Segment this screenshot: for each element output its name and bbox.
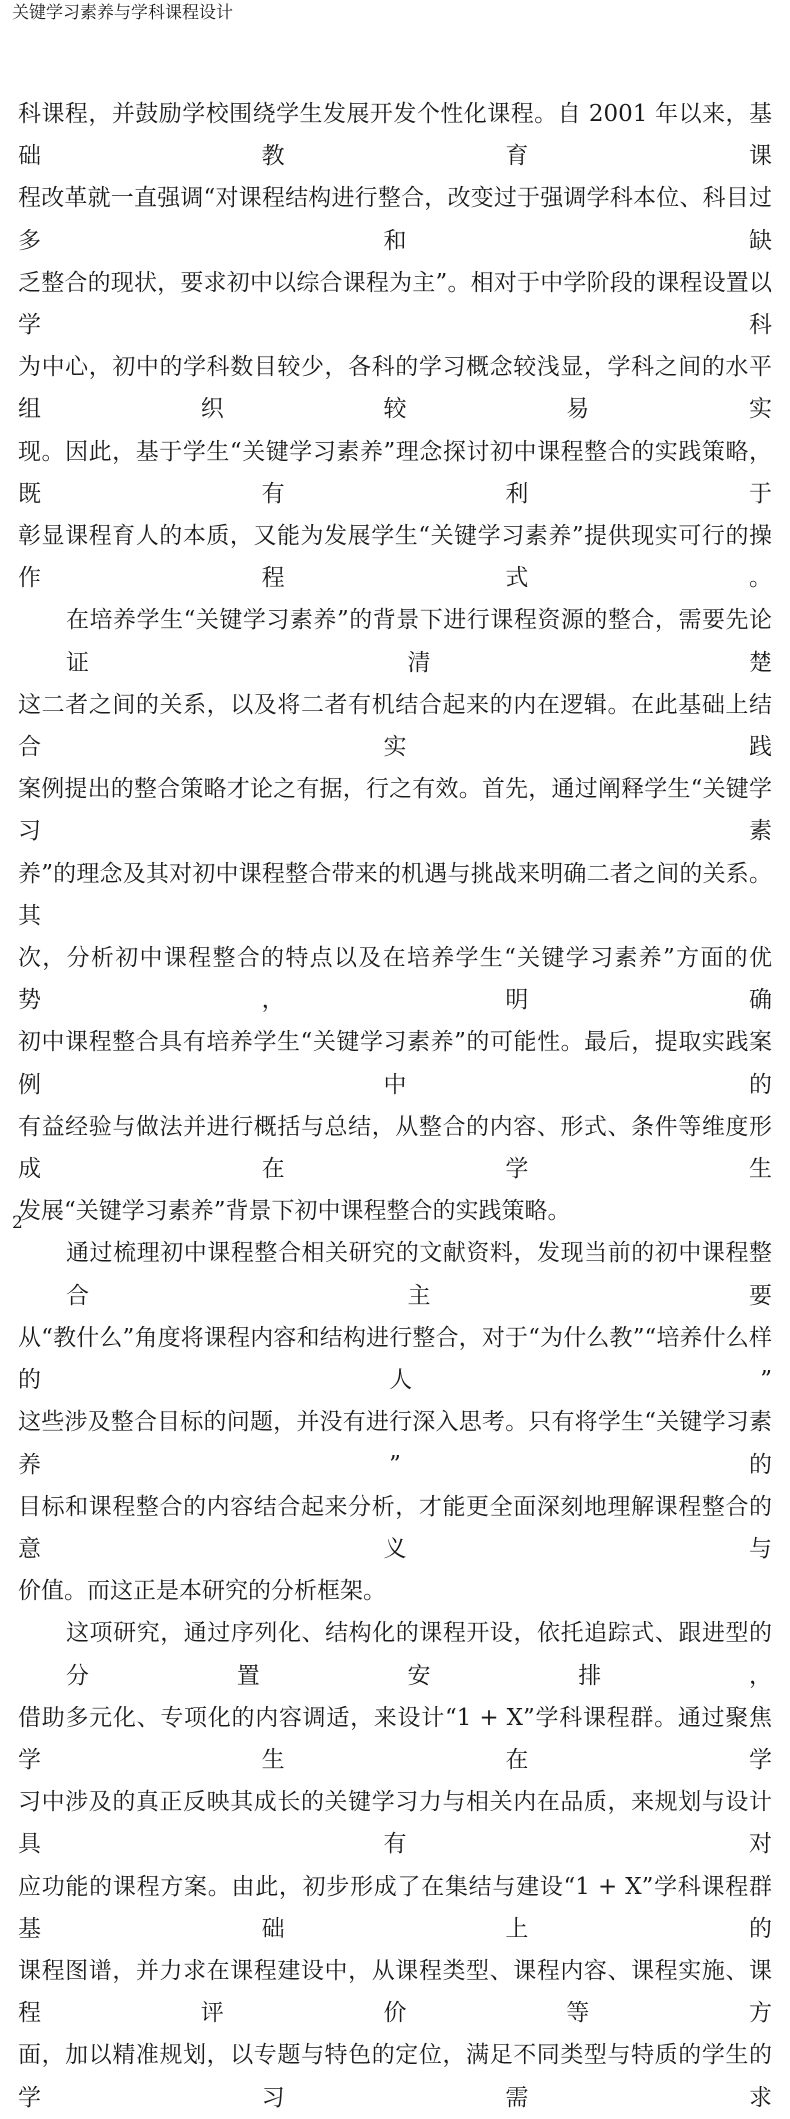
text-line: 科课程，并鼓励学校围绕学生发展开发个性化课程。自 2001 年以来，基础教育课 bbox=[18, 101, 772, 170]
text-line: 课程图谱，并力求在课程建设中，从课程类型、课程内容、课程实施、课程评价等方 bbox=[18, 1957, 772, 2027]
text-line: 初中课程整合具有培养学生“关键学习素养”的可能性。最后，提取实践案例中的 bbox=[18, 1029, 772, 1098]
text-line: 彰显课程育人的本质，又能为发展学生“关键学习素养”提供现实可行的操作程式。 bbox=[18, 523, 772, 592]
text-line: 现。因此，基于学生“关键学习素养”理念探讨初中课程整合的实践策略，既有利于 bbox=[18, 438, 772, 507]
text-line: 案例提出的整合策略才论之有据，行之有效。首先，通过阐释学生“关键学习素 bbox=[18, 776, 772, 845]
text-line: 习中涉及的真正反映其成长的关键学习力与相关内在品质，来规划与设计具有对 bbox=[18, 1789, 772, 1858]
paragraph bbox=[18, 1232, 772, 1612]
page-number: 2 bbox=[12, 1213, 23, 1233]
running-header: 关键学习素养与学科课程设计 bbox=[12, 3, 233, 23]
paragraph bbox=[18, 1612, 772, 2118]
text-line: 应功能的课程方案。由此，初步形成了在集结与建设“1 + X”学科课程群基础上的 bbox=[18, 1873, 772, 1942]
text-line: 有益经验与做法并进行概括与总结，从整合的内容、形式、条件等维度形成在学生 bbox=[18, 1113, 772, 1183]
body-text bbox=[18, 93, 772, 2119]
text-line: 乏整合的现状，要求初中以综合课程为主”。相对于中学阶段的课程设置以学科 bbox=[18, 269, 772, 339]
text-line: 养”的理念及其对初中课程整合带来的机遇与挑战来明确二者之间的关系。其 bbox=[18, 860, 772, 929]
paragraph bbox=[18, 93, 772, 599]
text-line: 面，加以精准规划，以专题与特色的定位，满足不同类型与特质的学生的学习需求 bbox=[18, 2042, 772, 2111]
paragraph bbox=[18, 599, 772, 1232]
text-line: 程改革就一直强调“对课程结构进行整合，改变过于强调学科本位、科目过多和缺 bbox=[18, 185, 772, 254]
text-line: 次，分析初中课程整合的特点以及在培养学生“关键学习素养”方面的优势，明确 bbox=[18, 945, 772, 1014]
text-line: 为中心，初中的学科数目较少，各科的学习概念较浅显，学科之间的水平组织较易实 bbox=[18, 354, 772, 423]
text-line: 目标和课程整合的内容结合起来分析，才能更全面深刻地理解课程整合的意义与 bbox=[18, 1493, 772, 1562]
text-line: 通过梳理初中课程整合相关研究的文献资料，发现当前的初中课程整合主要 bbox=[66, 1240, 772, 1309]
text-line: 发展“关键学习素养”背景下初中课程整合的实践策略。 bbox=[18, 1198, 571, 1225]
text-line: 价值。而这正是本研究的分析框架。 bbox=[18, 1578, 386, 1605]
text-line: 在培养学生“关键学习素养”的背景下进行课程资源的整合，需要先论证清楚 bbox=[66, 607, 772, 676]
text-line: 这二者之间的关系，以及将二者有机结合起来的内在逻辑。在此基础上结合实践 bbox=[18, 691, 772, 761]
text-line: 借助多元化、专项化的内容调适，来设计“1 + X”学科课程群。通过聚焦学生在学 bbox=[18, 1704, 772, 1773]
text-line: 这些涉及整合目标的问题，并没有进行深入思考。只有将学生“关键学习素养”的 bbox=[18, 1409, 772, 1478]
text-line: 这项研究，通过序列化、结构化的课程开设，依托追踪式、跟进型的分置安排， bbox=[66, 1620, 772, 1689]
text-line: 从“教什么”角度将课程内容和结构进行整合，对于“为什么教”“培养什么样的人” bbox=[18, 1324, 772, 1394]
